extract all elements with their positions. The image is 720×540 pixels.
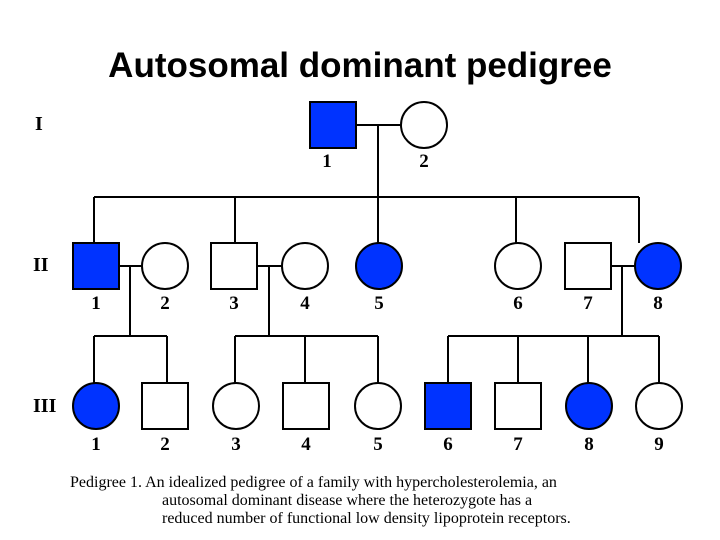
figure-caption [70, 474, 710, 528]
individual-number: 8 [653, 293, 663, 314]
affected-female-symbol [73, 383, 119, 429]
individual-number: 1 [322, 151, 332, 172]
female-symbol [495, 243, 541, 289]
male-symbol [495, 383, 541, 429]
female-symbol [213, 383, 259, 429]
individual-number: 3 [229, 293, 239, 314]
individual-number: 7 [583, 293, 593, 314]
individual-number: 5 [374, 293, 384, 314]
female-symbol [401, 102, 447, 148]
affected-female-symbol [356, 243, 402, 289]
generation-label: I [35, 113, 43, 135]
affected-male-symbol [73, 243, 119, 289]
affected-male-symbol [310, 102, 356, 148]
female-symbol [142, 243, 188, 289]
individual-number: 1 [91, 434, 101, 455]
affected-female-symbol [566, 383, 612, 429]
individual-number: 4 [300, 293, 310, 314]
female-symbol [355, 383, 401, 429]
caption-line-1: Pedigree 1. An idealized pedigree of a family with hypercholesterolemia, an [70, 474, 557, 491]
individual-number: 7 [513, 434, 523, 455]
female-symbol [282, 243, 328, 289]
individual-number: 2 [419, 151, 429, 172]
male-symbol [211, 243, 257, 289]
caption-line-3: reduced number of functional low density lipoprotein receptors. [162, 510, 571, 527]
individual-number: 6 [513, 293, 523, 314]
individual-number: 6 [443, 434, 453, 455]
male-symbol [565, 243, 611, 289]
female-symbol [636, 383, 682, 429]
page-title: Autosomal dominant pedigree [108, 46, 612, 85]
generation-label: II [33, 254, 49, 276]
individual-number: 9 [654, 434, 664, 455]
affected-male-symbol [425, 383, 471, 429]
individual-number: 4 [301, 434, 311, 455]
individual-number: 2 [160, 434, 170, 455]
affected-female-symbol [635, 243, 681, 289]
individual-number: 5 [373, 434, 383, 455]
individual-number: 8 [584, 434, 594, 455]
generation-label: III [33, 395, 57, 417]
caption-line-2: autosomal dominant disease where the heterozygote has a [162, 492, 533, 509]
male-symbol [142, 383, 188, 429]
individual-number: 2 [160, 293, 170, 314]
male-symbol [283, 383, 329, 429]
individual-number: 3 [231, 434, 241, 455]
individual-number: 1 [91, 293, 101, 314]
